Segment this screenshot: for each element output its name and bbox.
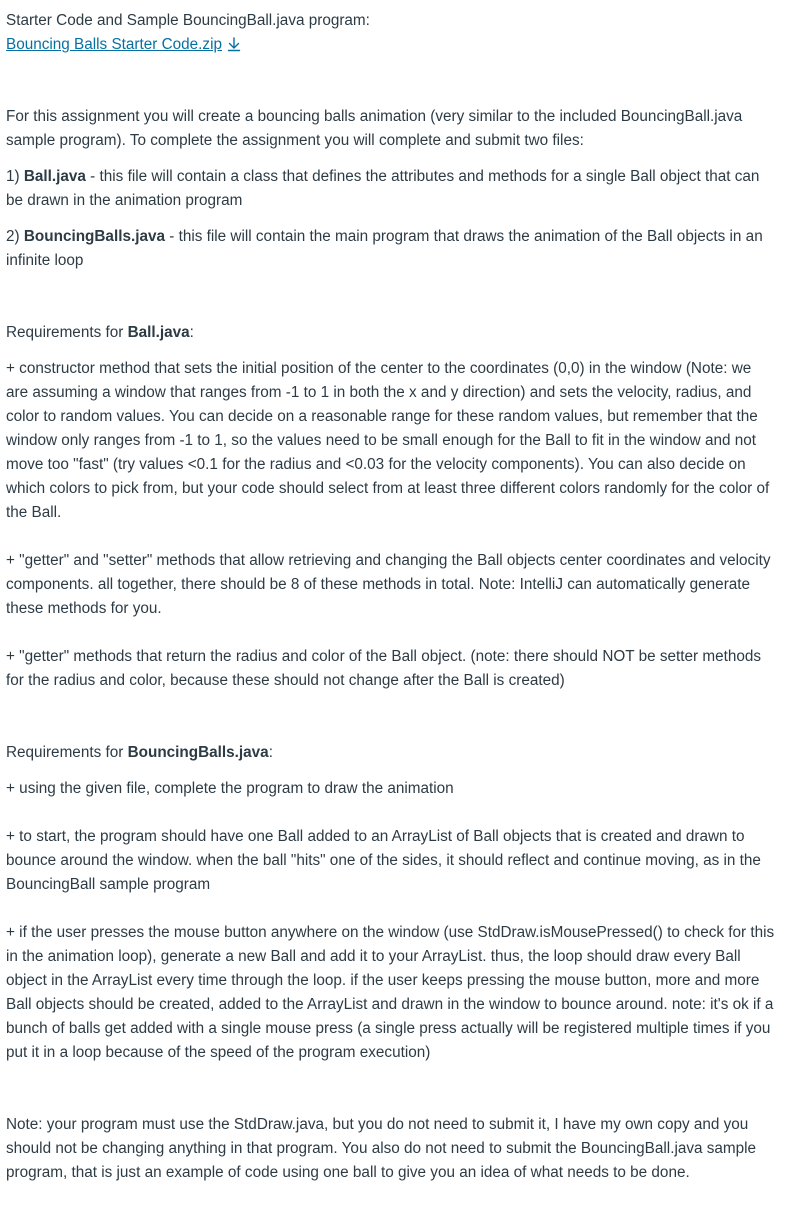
bb-req-mouse-press: + if the user presses the mouse button anywhere on the window (use StdDraw.isMousePressed() to check for this in the animation loop), generate a new Ball and add it to your ArrayList. thus, the loop should draw every Ball object in the ArrayList every time through the loop. if the user keeps pressing the mouse button, more and more Ball objects should be created, added to the ArrayList and drawn in the window to bounce around. note: it's ok if a bunch of balls get added with a single mouse press (a single press actually will be registered multiple times if you put it in a loop because of the speed of the program execution) (6, 924, 775, 1061)
heading-suffix: : (268, 744, 273, 761)
starter-code-download-link[interactable]: Bouncing Balls Starter Code.zip (6, 36, 222, 53)
file-description: - this file will contain a class that defines the attributes and methods for a single Ball object that can be drawn in the animation program (6, 168, 760, 209)
starter-link-line (6, 33, 776, 57)
ball-req-constructor: + constructor method that sets the initial position of the center to the coordinates (0,0) in the window (Note: we are assuming a window that ranges from -1 to 1 in both the x and y direction) and sets the velocity, radius, and color to random values. You can decide on a reasonable range for these random values, but remember that the window only ranges from -1 to 1, so the values need to be small enough for the Ball to fit in the window and not move too "fast" (try values <0.1 for the radius and <0.03 for the velocity components). You can also decide on which colors to pick from, but your code should select from at least three different colors randomly for the color of the Ball. (6, 360, 770, 521)
file-prefix: 1) (6, 168, 24, 185)
intro-paragraph: For this assignment you will create a bouncing balls animation (very similar to the included BouncingBall.java sample program). To complete the assignment you will complete and submit two files: (6, 108, 743, 149)
note-paragraph: Note: your program must use the StdDraw.java, but you do not need to submit it, I have my own copy and you should not be changing anything in that program. You also do not need to submit the BouncingBall.java sample program, that is just an example of code using one ball to give you an idea of what needs to be done. (6, 1116, 757, 1181)
ball-requirements-heading (6, 321, 776, 345)
ball-req-getters-setters: + "getter" and "setter" methods that allow retrieving and changing the Ball objects center coordinates and velocity components. all together, there should be 8 of these methods in total. Note: IntelliJ can automatically generate these methods for you. (6, 552, 771, 617)
file-name: Ball.java (23, 168, 86, 185)
heading-filename: BouncingBalls.java (127, 744, 269, 761)
heading-filename: Ball.java (127, 324, 190, 341)
ball-req-radius-color-getters: + "getter" methods that return the radius and color of the Ball object. (note: there should NOT be setter methods for the radius and color, because these should not change after the Ball is created) (6, 648, 762, 689)
heading-suffix: : (189, 324, 194, 341)
starter-heading: Starter Code and Sample BouncingBall.java program: (6, 12, 370, 29)
download-icon[interactable] (226, 36, 242, 52)
file-item-ball (6, 165, 776, 213)
file-prefix: 2) (6, 228, 24, 245)
bb-req-given-file: + using the given file, complete the program to draw the animation (6, 780, 454, 797)
file-description: - this file will contain the main program that draws the animation of the Ball objects in an infinite loop (6, 228, 763, 269)
bouncingballs-requirements-heading (6, 741, 776, 765)
heading-label: Requirements for (6, 744, 128, 761)
file-item-bouncingballs (6, 225, 776, 273)
heading-label: Requirements for (6, 324, 128, 341)
bb-req-start: + to start, the program should have one Ball added to an ArrayList of Ball objects that is created and drawn to bounce around the window. when the ball "hits" one of the sides, it should reflect and continue moving, as in the BouncingBall sample program (6, 828, 761, 893)
file-name: BouncingBalls.java (23, 228, 165, 245)
